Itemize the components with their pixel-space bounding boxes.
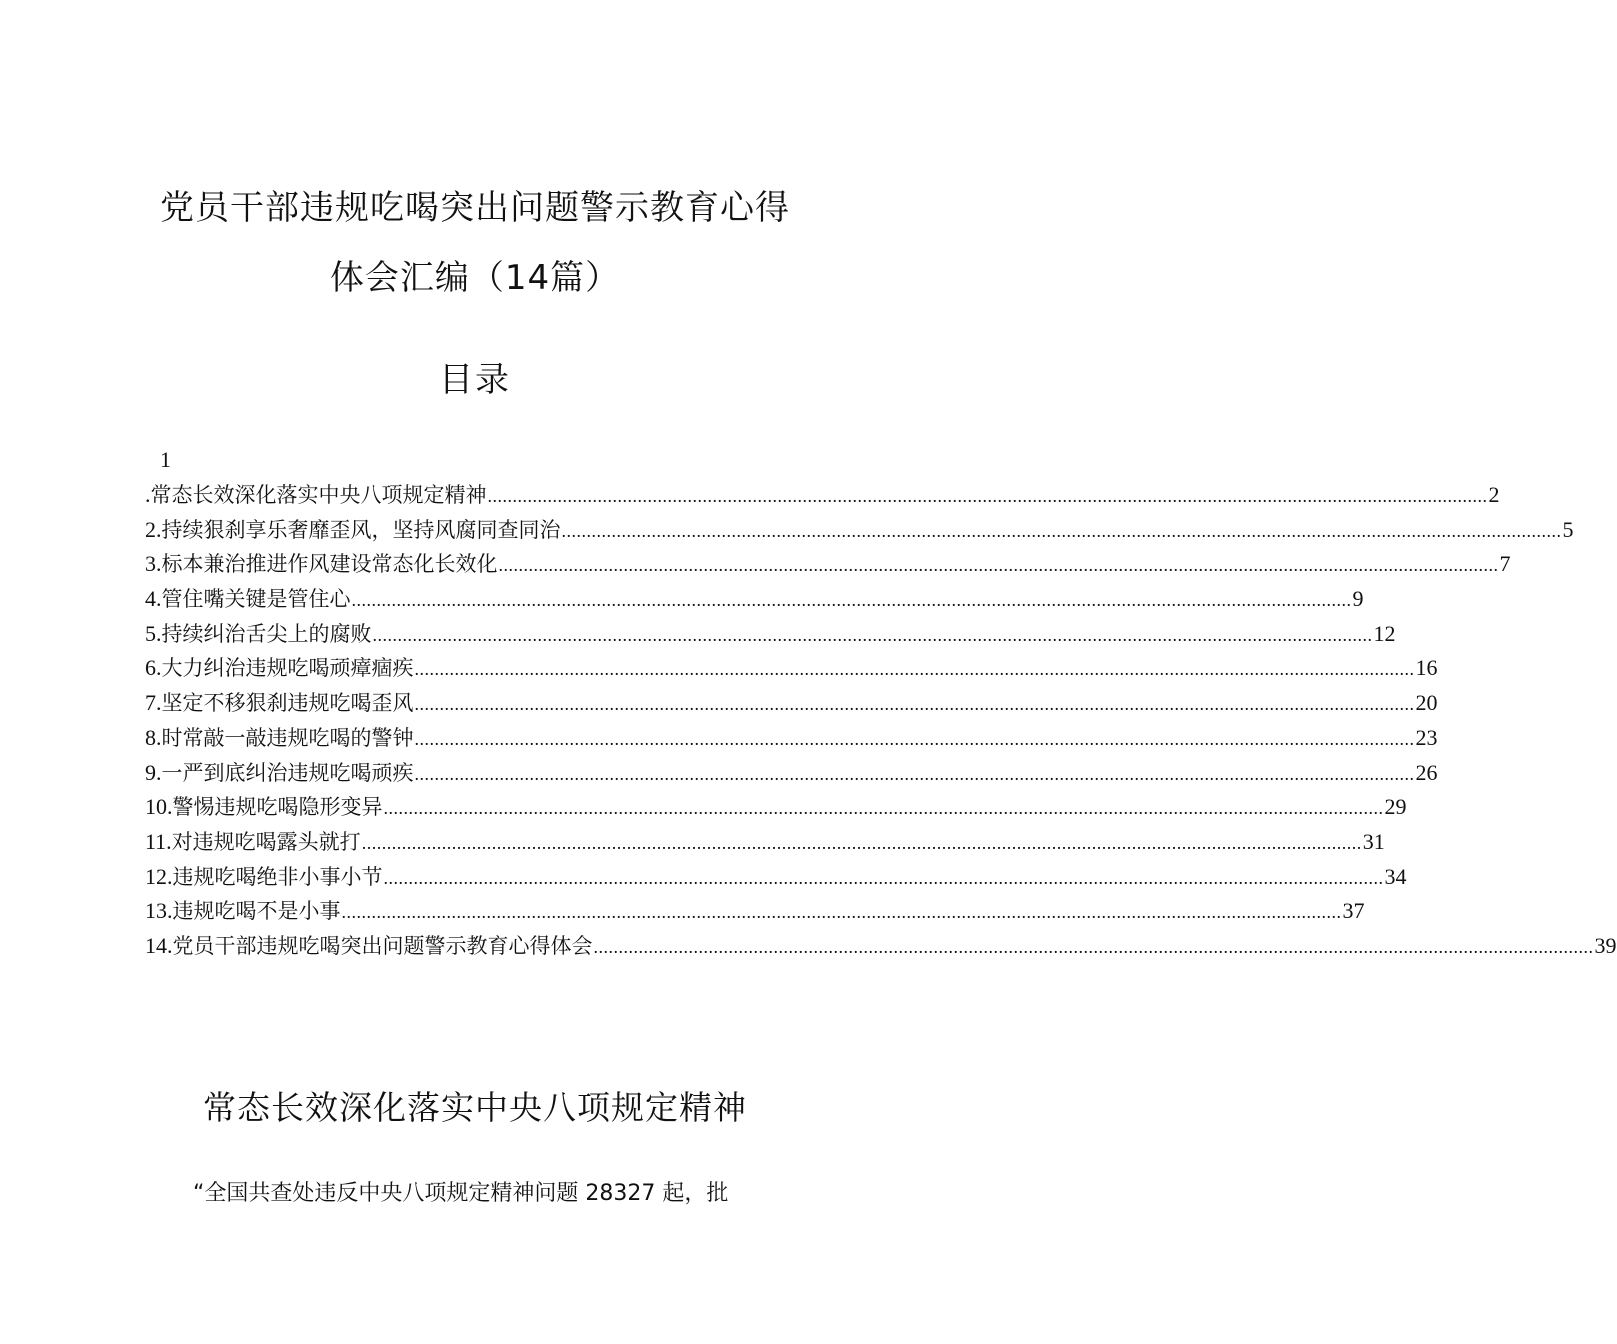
toc-leader-dots: ........................................................................................................................................................................................................	[487, 486, 1488, 506]
toc-entry-page: 16	[1415, 655, 1438, 681]
toc-entry-title: 持续狠刹享乐奢靡歪风，坚持风腐同查同治	[161, 517, 561, 542]
toc-entry-page: 9	[1352, 586, 1364, 612]
toc-entry[interactable]	[145, 929, 1617, 964]
toc-entry-title: 警惕违规吃喝隐形变异	[172, 795, 383, 820]
toc-entry[interactable]	[145, 721, 1438, 756]
toc-entry[interactable]	[145, 478, 1500, 513]
toc-leader-dots: ........................................................................................................................................................................................................	[383, 867, 1384, 888]
toc-entry[interactable]	[145, 651, 1438, 686]
toc-first-number: 1	[160, 447, 171, 472]
document-title-line1: 党员干部违规吃喝突出问题警示教育心得	[160, 188, 790, 228]
toc-entry-number: 11.	[145, 828, 172, 854]
toc-leader-dots: ........................................................................................................................................................................................................	[561, 520, 1562, 541]
toc-entry-page: 12	[1373, 620, 1396, 646]
toc-entry-page: 37	[1342, 898, 1365, 924]
toc-entry-title: 标本兼治推进作风建设常态化长效化	[161, 552, 498, 577]
toc-leader-dots: ........................................................................................................................................................................................................	[351, 590, 1352, 611]
toc-entry-number: 10.	[145, 794, 173, 820]
toc-entry-number: 9.	[145, 759, 162, 785]
toc-entry-page: 34	[1384, 863, 1407, 889]
toc-entry-title: 党员干部违规吃喝突出问题警示教育心得体会	[172, 933, 593, 958]
toc-entry-number: 6.	[145, 655, 162, 681]
toc-entry-title: 管住嘴关键是管住心	[161, 587, 351, 612]
toc-entry[interactable]	[145, 513, 1574, 548]
toc-entry-page: 2	[1488, 482, 1500, 507]
toc-leader-dots: ........................................................................................................................................................................................................	[361, 832, 1362, 853]
toc-entry[interactable]	[145, 825, 1385, 860]
table-of-contents	[145, 478, 1617, 964]
toc-entry[interactable]	[145, 756, 1438, 791]
toc-entry[interactable]	[145, 686, 1438, 721]
toc-entry-page: 31	[1362, 828, 1385, 854]
toc-leader-dots: ........................................................................................................................................................................................................	[372, 624, 1373, 645]
toc-entry-title: 大力纠治违规吃喝顽瘴痼疾	[161, 656, 414, 681]
toc-entry-title: 时常敲一敲违规吃喝的警钟	[161, 725, 414, 750]
toc-entry-title: 违规吃喝绝非小事小节	[172, 864, 383, 889]
document-title-line2: 体会汇编（14篇）	[329, 258, 621, 298]
toc-entry-page: 23	[1415, 724, 1438, 750]
toc-entry[interactable]	[145, 860, 1407, 895]
toc-entry-number: .	[145, 482, 151, 507]
toc-leader-dots: ........................................................................................................................................................................................................	[414, 694, 1415, 715]
toc-entry-number: 2.	[145, 516, 162, 542]
toc-entry-title: 对违规吃喝露头就打	[171, 829, 361, 854]
toc-entry-title: 违规吃喝不是小事	[172, 899, 341, 924]
toc-entry-page: 5	[1562, 516, 1574, 542]
toc-entry-title: 坚定不移狠刹违规吃喝歪风	[161, 691, 414, 716]
toc-leader-dots: ........................................................................................................................................................................................................	[414, 659, 1415, 680]
toc-entry[interactable]	[145, 790, 1407, 825]
toc-entry[interactable]	[145, 582, 1364, 617]
toc-entry-page: 39	[1594, 932, 1617, 958]
toc-entry-page: 26	[1415, 759, 1438, 785]
toc-entry[interactable]	[145, 617, 1396, 652]
toc-entry-page: 20	[1415, 690, 1438, 716]
toc-leader-dots: ........................................................................................................................................................................................................	[593, 936, 1594, 957]
toc-entry-number: 14.	[145, 932, 173, 958]
toc-entry[interactable]	[145, 894, 1365, 929]
toc-entry[interactable]	[145, 547, 1511, 582]
toc-entry-number: 3.	[145, 551, 162, 577]
toc-entry-title: 一严到底纠治违规吃喝顽疾	[161, 760, 414, 785]
toc-entry-number: 12.	[145, 863, 173, 889]
section-title: 常态长效深化落实中央八项规定精神	[203, 1088, 747, 1127]
toc-entry-number: 8.	[145, 724, 162, 750]
toc-heading: 目录	[439, 360, 511, 400]
toc-entry-page: 29	[1384, 794, 1407, 820]
toc-entry-number: 5.	[145, 620, 162, 646]
toc-leader-dots: ........................................................................................................................................................................................................	[414, 763, 1415, 784]
toc-entry-number: 4.	[145, 586, 162, 612]
toc-leader-dots: ........................................................................................................................................................................................................	[341, 902, 1342, 923]
toc-leader-dots: ........................................................................................................................................................................................................	[383, 798, 1384, 819]
toc-entry-number: 13.	[145, 898, 173, 924]
toc-entry-page: 7	[1499, 551, 1511, 577]
toc-entry-title: 常态长效深化落实中央八项规定精神	[150, 483, 487, 507]
body-paragraph-first-line: “全国共查处违反中央八项规定精神问题 28327 起，批	[193, 1181, 729, 1206]
toc-leader-dots: ........................................................................................................................................................................................................	[414, 728, 1415, 749]
toc-entry-number: 7.	[145, 690, 162, 716]
toc-leader-dots: ........................................................................................................................................................................................................	[498, 555, 1499, 576]
toc-entry-title: 持续纠治舌尖上的腐败	[161, 621, 372, 646]
